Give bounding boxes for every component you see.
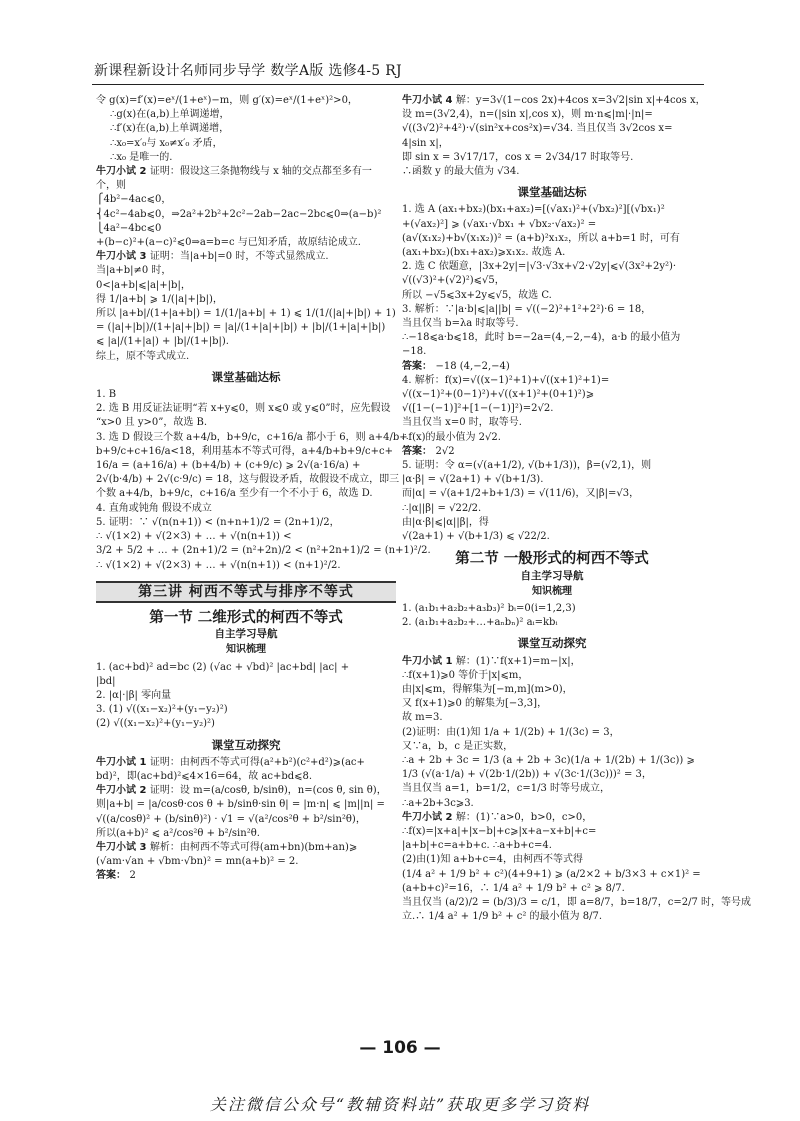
text-line xyxy=(402,445,702,459)
exercise-label: 牛刀小试 3 xyxy=(96,841,150,853)
text-line xyxy=(96,869,396,883)
line-text: “x>0 且 y>0”，故选 B. xyxy=(96,417,208,429)
line-text: 设 m=(3√2,4)，n=(|sin x|,cos x)，则 m·n⩽|m|·|n|= xyxy=(402,109,653,121)
line-text: 当且仅当 (a/2)/2 = (b/3)/3 = c/1，即 a=8/7，b=18/7，c=2/7 时，等号成 xyxy=(402,896,751,908)
line-text: (ax₁+bx₂)(bx₁+ax₂)⩾x₁x₂. 故选 A. xyxy=(402,247,566,259)
text-line xyxy=(402,669,702,683)
line-text: 又∵a，b，c 是正实数， xyxy=(402,740,514,752)
text-line xyxy=(96,350,396,364)
text-line xyxy=(402,137,702,151)
line-text: 故 m=3. xyxy=(402,712,443,724)
exercise-label: 答案： xyxy=(402,360,436,372)
line-text: −18. xyxy=(402,346,427,358)
text-line xyxy=(96,222,396,236)
line-text: ∴a+2b+3c⩾3. xyxy=(402,797,474,809)
text-line xyxy=(402,740,702,754)
text-line xyxy=(96,108,396,122)
text-line xyxy=(96,703,396,717)
line-text: 课堂互动探究 xyxy=(517,636,587,651)
text-line xyxy=(96,530,396,544)
page-number: — 106 — xyxy=(359,1038,441,1058)
text-line xyxy=(402,218,702,232)
text-line xyxy=(402,246,702,260)
line-text: ⎨4c²−4ab⩽0，⇒2a²+2b²+2c²−2ab−2ac−2bc⩽0⇒(a−b)² xyxy=(96,208,382,220)
line-text: 第三讲 柯西不等式与排序不等式 xyxy=(138,583,354,600)
line-text: √((√3)²+(√2)²)⩽√5， xyxy=(402,275,505,287)
line-text: 个，则 xyxy=(96,180,126,192)
text-line xyxy=(402,345,702,359)
text-line xyxy=(402,289,702,303)
line-text: 2 xyxy=(129,870,136,882)
text-line xyxy=(96,544,431,558)
text-line xyxy=(402,165,702,179)
line-text: 证明：由柯西不等式可得(a²+b²)(c²+d²)⩾(ac+ xyxy=(149,756,365,768)
text-line xyxy=(402,782,702,796)
line-text: 所以(a+b)² ⩽ a²/cos²θ + b²/sin²θ. xyxy=(96,827,260,839)
text-line xyxy=(402,853,702,867)
line-text: 2. (a₁b₁+a₂b₂+…+aₙbₙ)² aᵢ=kbᵢ xyxy=(402,617,558,629)
running-header: 新课程新设计名师同步导学 数学A版 选修4-5 RJ xyxy=(94,63,402,79)
text-line xyxy=(96,855,396,869)
line-text: 即 sin x = 3√17/17，cos x = 2√34/17 时取等号. xyxy=(402,151,634,163)
text-line xyxy=(402,726,702,740)
text-line xyxy=(402,502,702,516)
line-text: (a+b+c)²=16，∴ 1/4 a² + 1/9 b² + c² ⩾ 8/7. xyxy=(402,882,625,894)
line-text: 而|α| = √(a+1/2+b+1/3) = √(11/6)，又|β|=√3， xyxy=(402,488,640,500)
text-line xyxy=(96,94,396,108)
line-text: 5. 证明：令 α=(√(a+1/2), √(b+1/3))，β=(√2,1)，则 xyxy=(402,460,652,472)
footer-note: 关注微信公众号“教辅资料站”获取更多学习资料 xyxy=(209,1095,591,1114)
text-line xyxy=(96,473,400,487)
line-text: √(2a+1) + √(b+1/3) ⩽ √22/2. xyxy=(402,531,550,543)
line-text: 2√(b·4/b) + 2√(c·9/c) = 18，这与假设矛盾，故假设不成立，即三 xyxy=(96,474,400,486)
text-line xyxy=(96,137,396,151)
section-heading xyxy=(402,585,702,599)
text-line xyxy=(402,122,702,136)
exercise-label: 答案： xyxy=(402,445,436,457)
text-line xyxy=(402,616,702,630)
line-text: 解：(1)∵a>0，b>0，c>0， xyxy=(455,811,593,823)
line-text: +(√ax₂)²] ⩾ (√ax₁·√bx₁ + √bx₂·√ax₂)² = xyxy=(402,218,597,230)
line-text: ∴f(x)=|x+a|+|x−b|+c⩾|x+a−x+b|+c= xyxy=(402,825,597,837)
line-text: 则|a+b| = |a/cosθ·cos θ + b/sinθ·sin θ| = |m·n| ⩽ |m||n| = xyxy=(96,799,385,811)
line-text: +(b−c)²+(a−c)²⩽0⇒a=b=c 与已知矛盾，故原结论成立. xyxy=(96,237,361,249)
line-text: 令 g(x)=f′(x)=eˣ/(1+eˣ)−m，则 g′(x)=eˣ/(1+eˣ)²>0， xyxy=(96,95,358,106)
text-line xyxy=(402,655,702,669)
line-text: ∴x₀=x′₀与 x₀≠x′₀ 矛盾， xyxy=(110,137,223,149)
text-line xyxy=(402,697,702,711)
text-line xyxy=(96,402,396,416)
text-line xyxy=(402,910,702,924)
line-text: bd)²，即(ac+bd)²⩽4×16=64，故 ac+bd⩽8. xyxy=(96,770,313,782)
line-text: 证明：设 m=(a/cosθ, b/sinθ)，n=(cos θ, sin θ)， xyxy=(149,785,387,797)
section-heading xyxy=(402,185,702,199)
line-text: 16/a = (a+16/a) + (b+4/b) + (c+9/c) ⩾ 2√(a·16/a) + xyxy=(96,460,361,472)
line-text: 2√2 xyxy=(435,445,455,457)
line-text: |a+b|+c=a+b+c. ∴a+b+c=4. xyxy=(402,840,552,852)
text-line xyxy=(402,839,702,853)
text-line xyxy=(96,487,396,501)
line-text: 又 f(x+1)⩾0 的解集为[−3,3]， xyxy=(402,698,548,710)
section-heading xyxy=(96,643,396,657)
section-heading xyxy=(402,552,702,566)
line-text: (2)由(1)知 a+b+c=4，由柯西不等式得 xyxy=(402,854,583,866)
text-line xyxy=(96,675,396,689)
line-text: ∴f(x)的最小值为 2√2. xyxy=(402,431,501,443)
text-line xyxy=(402,473,702,487)
line-text: 第一节 二维形式的柯西不等式 xyxy=(149,609,343,626)
text-line xyxy=(96,335,396,349)
line-text: 1. (ac+bd)² ad=bc (2) (√ac + √bd)² |ac+bd| |ac| + xyxy=(96,661,350,673)
line-text: ∴a + 2b + 3c = 1/3 (a + 2b + 3c)(1/a + 1/(2b) + 1/(3c)) ⩾ xyxy=(402,754,695,766)
line-text: 自主学习导航 xyxy=(520,569,584,582)
text-line xyxy=(96,307,396,321)
text-line xyxy=(96,122,396,136)
exercise-label: 牛刀小试 2 xyxy=(96,166,150,178)
line-text: 4. 直角或钝角 假设不成立 xyxy=(96,502,212,514)
line-text: 3. 选 D 假设三个数 a+4/b，b+9/c，c+16/a 都小于 6，则 a+4/b+ xyxy=(96,431,408,443)
line-text: 当且仅当 b=λa 时取等号. xyxy=(402,318,519,330)
text-line xyxy=(402,825,702,839)
line-text: |α·β| = √(2a+1) + √(b+1/3). xyxy=(402,474,544,486)
section-heading xyxy=(96,738,396,752)
line-text: 2. 选 C 依题意，|3x+2y|=|√3·√3x+√2·√2y|⩽√(3x²+2y²)· xyxy=(402,261,677,273)
section-heading xyxy=(96,627,396,641)
line-text: −18 (4,−2,−4) xyxy=(435,360,510,372)
text-line xyxy=(96,165,396,179)
text-line xyxy=(402,274,702,288)
line-text: (1/4 a² + 1/9 b² + c²)(4+9+1) ⩾ (a/2×2 + b/3×3 + c×1)² = xyxy=(402,868,701,880)
line-text: 3/2 + 5/2 + … + (2n+1)/2 = (n²+2n)/2 < (n²+2n+1)/2 = (n+1)²/2. xyxy=(96,545,431,557)
line-text: (2)证明：由(1)知 1/a + 1/(2b) + 1/(3c) = 3， xyxy=(402,726,620,738)
text-line xyxy=(402,232,702,246)
text-line xyxy=(96,250,396,264)
text-line xyxy=(96,208,396,222)
line-text: ∴ √(1×2) + √(2×3) + … + √(n(n+1)) < xyxy=(96,531,292,543)
line-text: ⎧4b²−4ac⩽0， xyxy=(96,194,172,206)
line-text: ∴x₀ 是唯一的. xyxy=(110,151,173,163)
line-text: 1. (a₁b₁+a₂b₂+a₃b₃)² bᵢ=0(i=1,2,3) xyxy=(402,602,576,614)
line-text: 3. (1) √((x₁−x₂)²+(y₁−y₂)²) xyxy=(96,704,228,716)
line-text: ∴ √(1×2) + √(2×3) + … + √(n(n+1)) < (n+1)²/2. xyxy=(96,559,341,571)
section-heading xyxy=(96,370,396,384)
line-text: 1. 选 A (ax₁+bx₂)(bx₁+ax₂)=[(√ax₁)²+(√bx₂)²][(√bx₁)² xyxy=(402,204,665,216)
line-text: 课堂基础达标 xyxy=(211,369,281,384)
line-text: 知识梳理 xyxy=(226,644,266,656)
line-text: ⩽ |a|/(1+|a|) + |b|/(1+|b|). xyxy=(96,336,229,348)
lecture-banner xyxy=(96,581,396,603)
text-line xyxy=(402,108,702,122)
exercise-label: 牛刀小试 3 xyxy=(96,251,150,263)
line-text: 课堂互动探究 xyxy=(211,737,281,752)
text-line xyxy=(96,293,396,307)
text-line xyxy=(96,827,396,841)
text-line xyxy=(96,179,396,193)
line-text: 得 1/|a+b| ⩾ 1/(|a|+|b|)， xyxy=(96,293,223,305)
line-text: 当且仅当 a=1，b=1/2，c=1/3 时等号成立， xyxy=(402,783,611,795)
line-text: 立.∴ 1/4 a² + 1/9 b² + c² 的最小值为 8/7. xyxy=(402,911,602,923)
line-text: 第二节 一般形式的柯西不等式 xyxy=(455,551,649,568)
text-line xyxy=(96,151,396,165)
section-heading xyxy=(96,611,396,625)
section-heading xyxy=(402,636,702,650)
text-line xyxy=(402,151,702,165)
line-text: 4. 解析：f(x)=√((x−1)²+1)+√((x+1)²+1)= xyxy=(402,374,610,386)
line-text: 2. 选 B 用反证法证明“若 x+y⩽0，则 x⩽0 或 y⩽0”时，应先假设 xyxy=(96,403,391,415)
text-line xyxy=(96,502,396,516)
line-text: (2) √((x₁−x₂)²+(y₁−y₂)²) xyxy=(96,718,215,730)
text-line xyxy=(96,459,396,473)
text-line xyxy=(96,236,396,250)
section-heading xyxy=(402,569,702,583)
text-line xyxy=(402,317,702,331)
line-text: √((3√2)²+4²)·√(sin²x+cos²x)=√34. 当且仅当 3√2cos x= xyxy=(402,123,673,135)
line-text: 1/3 (√(a·1/a) + √(2b·1/(2b)) + √(3c·1/(3c)))² = 3， xyxy=(402,769,652,781)
text-line xyxy=(402,416,702,430)
exercise-label: 牛刀小试 4 xyxy=(402,95,456,106)
line-text: 综上，原不等式成立. xyxy=(96,350,190,362)
text-line xyxy=(96,841,396,855)
text-line xyxy=(96,689,396,703)
line-text: 解：(1)∵f(x+1)=m−|x|， xyxy=(455,655,581,667)
text-line xyxy=(402,754,702,768)
text-line xyxy=(402,374,702,388)
exercise-label: 牛刀小试 2 xyxy=(402,811,456,823)
line-text: 课堂基础达标 xyxy=(517,185,587,200)
text-line xyxy=(402,388,702,402)
line-text: 4|sin x|， xyxy=(402,137,449,149)
line-text: 解析：由柯西不等式可得(am+bn)(bm+an)⩾ xyxy=(149,841,358,853)
line-text: ∴−18⩽a·b⩽18，此时 b=−2a=(4,−2,−4)，a·b 的最小值为 xyxy=(402,332,681,344)
text-line xyxy=(402,882,702,896)
line-text: = (|a|+|b|)/(1+|a|+|b|) = |a|/(1+|a|+|b|) + |b|/(1+|a|+|b|) xyxy=(96,322,386,334)
exercise-label: 牛刀小试 1 xyxy=(96,756,150,768)
exercise-label: 答案： xyxy=(96,870,130,882)
text-line xyxy=(402,303,702,317)
text-line xyxy=(402,331,702,345)
line-text: 个数 a+4/b，b+9/c，c+16/a 至少有一个不小于 6，故选 D. xyxy=(96,488,373,500)
line-text: ∴f(x+1)⩾0 等价于|x|⩽m， xyxy=(402,669,529,681)
text-line xyxy=(96,798,396,812)
text-line xyxy=(96,559,396,573)
line-text: 当且仅当 x=0 时，取等号. xyxy=(402,417,522,429)
line-text: 知识梳理 xyxy=(532,585,572,597)
line-text: ∴函数 y 的最大值为 √34. xyxy=(402,166,520,178)
line-text: |bd| xyxy=(96,675,116,687)
header-rule xyxy=(92,84,704,85)
line-text: √((a/cosθ)² + (b/sinθ)²) · √1 = √(a²/cos²θ + b²/sin²θ)， xyxy=(96,813,366,825)
text-line xyxy=(96,416,396,430)
text-line xyxy=(402,516,702,530)
line-text: √([1−(−1)]²+[1−(−1)]²)=2√2. xyxy=(402,403,554,415)
exercise-label: 牛刀小试 2 xyxy=(96,785,150,797)
text-line xyxy=(96,388,396,402)
text-line xyxy=(96,770,396,784)
line-text: 0<|a+b|⩽|a|+|b|， xyxy=(96,279,191,291)
text-line xyxy=(96,717,396,731)
text-line xyxy=(96,321,396,335)
line-text: 5. 证明：∵ √(n(n+1)) < (n+n+1)/2 = (2n+1)/2， xyxy=(96,516,340,528)
text-line xyxy=(402,94,706,108)
line-text: 由|x|⩽m，得解集为[−m,m](m>0)， xyxy=(402,683,573,695)
text-line xyxy=(402,683,702,697)
line-text: 解：y=3√(1−cos 2x)+4cos x=3√2|sin x|+4cos x， xyxy=(455,95,706,106)
text-line xyxy=(402,203,702,217)
text-line xyxy=(96,431,408,445)
text-line xyxy=(96,784,396,798)
exercise-label: 牛刀小试 1 xyxy=(402,655,456,667)
line-text: 所以 −√5⩽3x+2y⩽√5，故选 C. xyxy=(402,289,552,301)
line-text: 1. B xyxy=(96,389,117,401)
text-line xyxy=(402,260,702,274)
text-line xyxy=(402,431,702,445)
text-line xyxy=(402,811,702,825)
text-line xyxy=(402,711,702,725)
text-line xyxy=(402,602,702,616)
line-text: (√am·√an + √bm·√bn)² = mn(a+b)² = 2. xyxy=(96,856,299,868)
line-text: ∴f′(x)在(a,b)上单调递增， xyxy=(110,123,230,135)
text-line xyxy=(402,797,702,811)
text-line xyxy=(402,868,702,882)
right-column xyxy=(402,94,751,924)
text-line xyxy=(96,756,396,770)
line-text: ∴|α||β| = √22/2. xyxy=(402,502,482,514)
text-line xyxy=(96,661,396,675)
text-line xyxy=(402,402,702,416)
text-line xyxy=(402,896,751,910)
text-line xyxy=(402,459,702,473)
line-text: 2. |α|·|β| 零向量 xyxy=(96,689,172,701)
text-line xyxy=(96,264,396,278)
text-line xyxy=(402,360,702,374)
line-text: 由|α·β|⩽|α||β|，得 xyxy=(402,516,489,528)
line-text: 当|a+b|≠0 时， xyxy=(96,265,172,277)
line-text: ⎩4a²−4bc⩽0 xyxy=(96,222,162,234)
text-line xyxy=(96,813,396,827)
text-line xyxy=(96,516,396,530)
text-line xyxy=(96,445,396,459)
line-text: 证明：当|a+b|=0 时，不等式显然成立. xyxy=(149,251,329,263)
line-text: ∴g(x)在(a,b)上单调递增， xyxy=(110,109,230,121)
text-line xyxy=(402,768,702,782)
line-text: (a√(x₁x₂)+b√(x₁x₂))² = (a+b)²x₁x₂，所以 a+b=1 时，可有 xyxy=(402,232,680,244)
line-text: 3. 解析：∵|a·b|⩽|a||b| = √((−2)²+1²+2²)·6 = 18， xyxy=(402,303,652,315)
line-text: √((x−1)²+(0−1)²)+√((x+1)²+(0+1)²)⩾ xyxy=(402,389,595,401)
line-text: 所以 |a+b|/(1+|a+b|) = 1/(1/|a+b| + 1) ⩽ 1/(1/(|a|+|b|) + 1) xyxy=(96,308,396,320)
text-line xyxy=(96,279,396,293)
text-line xyxy=(96,193,396,207)
text-line xyxy=(402,530,702,544)
line-text: b+9/c+c+16/a<18，利用基本不等式可得，a+4/b+b+9/c+c+ xyxy=(96,445,393,457)
text-line xyxy=(402,487,702,501)
line-text: 自主学习导航 xyxy=(214,628,278,641)
line-text: 证明：假设这三条抛物线与 x 轴的交点都至多有一 xyxy=(149,166,372,178)
